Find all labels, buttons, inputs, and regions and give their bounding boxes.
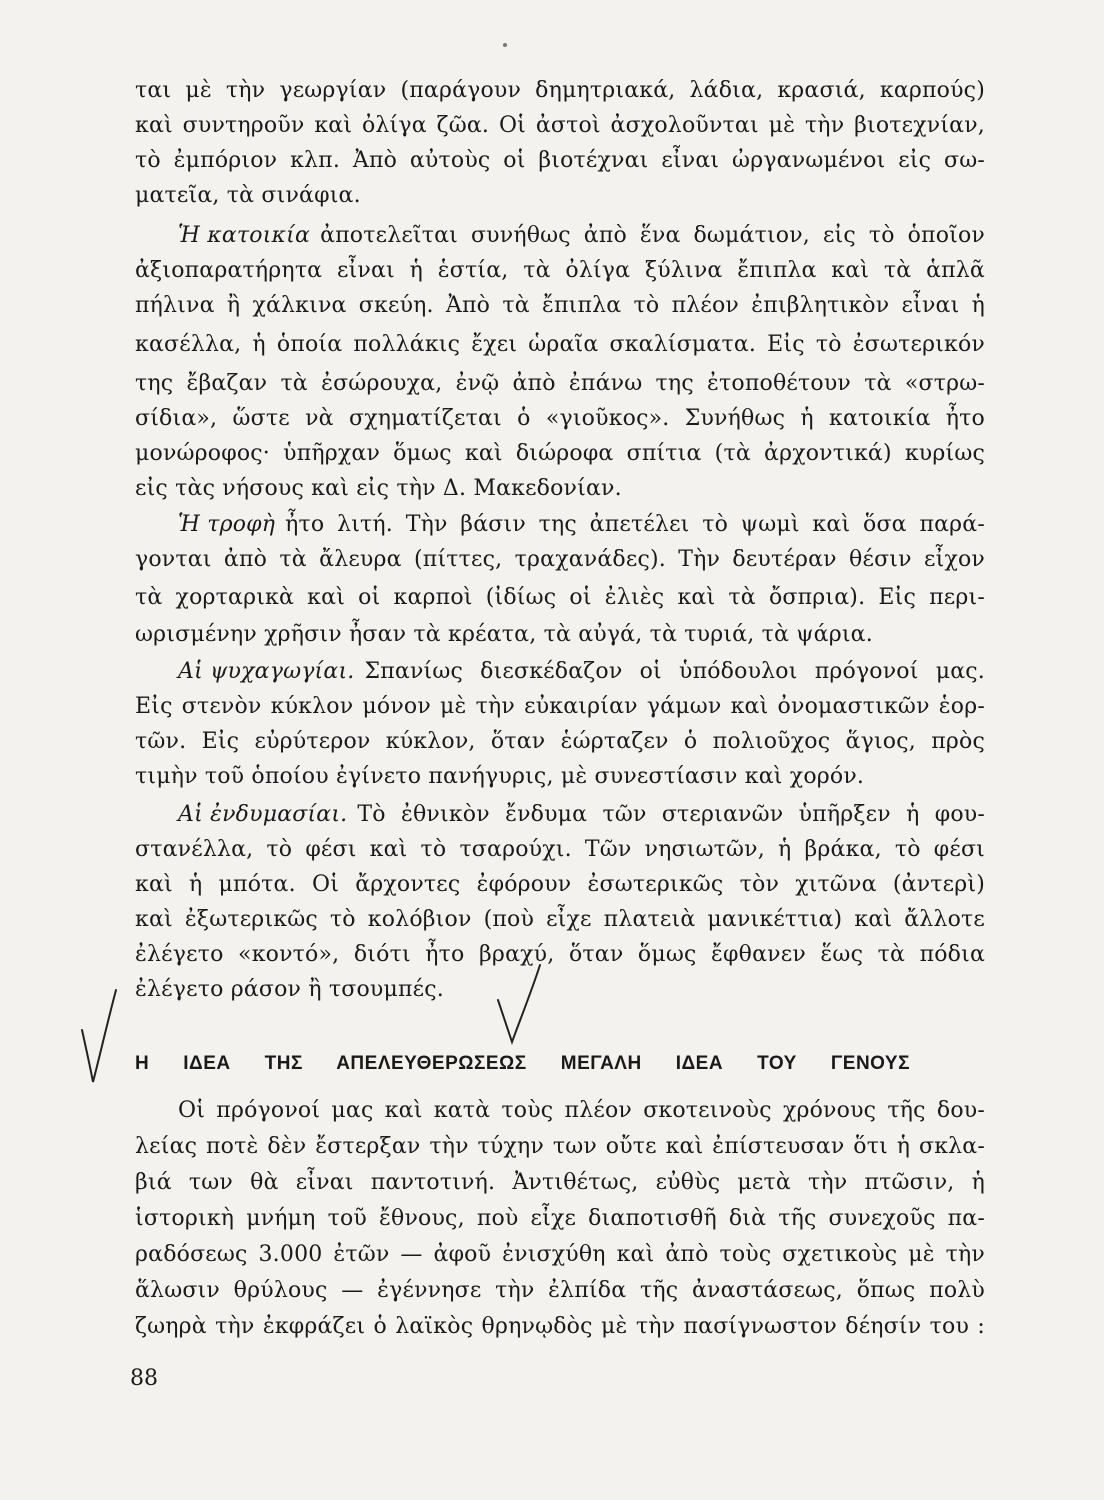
text-line: κασέλλα, ἡ ὁποία πολλάκις ἔχει ὡραῖα σκαλίσματα. Εἰς τὸ ἐσωτερικόν [135,332,985,357]
text-line: βιά των θὰ εἶναι παντοτινή. Ἀντιθέτως, εὐθὺς μετὰ τὴν πτῶσιν, ἡ [135,1170,985,1195]
check-mark-icon [498,965,540,1042]
text-line: ραδόσεως 3.000 ἐτῶν — ἀφοῦ ἐνισχύθη καὶ ἀπὸ τοὺς σχετικοὺς μὲ τὴν [135,1242,985,1267]
text-line: ἦτο λιτή. Τὴν βάσιν της ἀπετέλει τὸ ψωμὶ καὶ ὅσα παρά- [285,512,985,537]
text-line: μονώροφος· ὑπῆρχαν ὅμως καὶ διώροφα σπίτια (τὰ ἀρχοντικά) κυρίως [135,441,985,466]
text-line: Οἱ πρόγονοί μας καὶ κατὰ τοὺς πλέον σκοτεινοὺς χρόνους τῆς δου- [178,1098,985,1123]
text-line: ἐλέγετο ράσον ἢ τσουμπές. [135,977,444,1002]
text-line: τιμὴν τοῦ ὁποίου ἐγίνετο πανήγυρις, μὲ συνεστίασιν καὶ χορόν. [135,764,865,789]
text-line: καὶ ἡ μπότα. Οἱ ἄρχοντες ἐφόρουν ἐσωτερικῶς τὸν χιτῶνα (ἀντερὶ) [135,872,985,897]
text-line: ζωηρὰ τὴν ἐκφράζει ὁ λαϊκὸς θρηνῳδὸς μὲ τὴν πασίγνωστον δέησίν του : [135,1314,985,1339]
section-title-endymasiai: Αἱ ἐνδυμασίαι. [178,802,348,827]
text-line: Τὸ ἐθνικὸν ἔνδυμα τῶν στεριανῶν ὑπῆρξεν ἡ φου- [357,802,985,827]
text-line: καὶ συντηροῦν καὶ ὀλίγα ζῶα. Οἱ ἀστοὶ ἀσχολοῦνται μὲ τὴν βιοτεχνίαν, [135,113,985,138]
text-line: λείας ποτὲ δὲν ἔστερξαν τὴν τύχην των οὔτε καὶ ἐπίστευσαν ὅτι ἡ σκλα- [135,1134,985,1159]
check-mark-icon [82,990,116,1082]
section-heading: Η ΙΔΕΑ ΤΗΣ ΑΠΕΛΕΥΘΕΡΩΣΕΩΣ ΜΕΓΑΛΗ ΙΔΕΑ ΤΟΥ ΓΕΝΟΥΣ [135,1053,910,1074]
section-title-trofi: Ἡ τροφὴ [178,512,276,537]
text-line: της ἔβαζαν τὰ ἐσώρουχα, ἐνῷ ἀπὸ ἐπάνω της ἐτοποθέτουν τὰ «στρω- [135,371,985,396]
text-line: στανέλλα, τὸ φέσι καὶ τὸ τσαρούχι. Τῶν νησιωτῶν, ἡ βράκα, τὸ φέσι [135,837,985,862]
text-line: ἅλωσιν θρύλους — ἐγέννησε τὴν ἐλπίδα τῆς ἀναστάσεως, ὅπως πολὺ [135,1278,985,1303]
text-line: ἀξιοπαρατήρητα εἶναι ἡ ἑστία, τὰ ὀλίγα ξύλινα ἔπιπλα καὶ τὰ ἁπλᾶ [135,258,985,283]
section-title-katoikia: Ἡ κατοικία [178,223,311,248]
text-line: καὶ ἐξωτερικῶς τὸ κολόβιον (ποὺ εἶχε πλατειὰ μανικέττια) καὶ ἄλλοτε [135,907,985,932]
text-line: ἱστορικὴ μνήμη τοῦ ἔθνους, ποὺ εἶχε διαποτισθῆ διὰ τῆς συνεχοῦς πα- [135,1206,985,1231]
text-line: τῶν. Εἰς εὐρύτερον κύκλον, ὅταν ἑώρταζεν ὁ πολιοῦχος ἅγιος, πρὸς [135,729,985,754]
text-line: πήλινα ἢ χάλκινα σκεύη. Ἀπὸ τὰ ἔπιπλα τὸ πλέον ἐπιβλητικὸν εἶναι ἡ [135,293,985,318]
text-line: γονται ἀπὸ τὰ ἄλευρα (πίττες, τραχανάδες). Τὴν δευτέραν θέσιν εἶχον [135,547,985,572]
text-line: ωρισμένην χρῆσιν ἦσαν τὰ κρέατα, τὰ αὐγά, τὰ τυριά, τὰ ψάρια. [135,622,873,647]
text-line: Σπανίως διεσκέδαζον οἱ ὑπόδουλοι πρόγονοί μας. [364,659,985,684]
text-line: τὰ χορταρικὰ καὶ οἱ καρποὶ (ἰδίως οἱ ἐλιὲς καὶ τὰ ὄσπρια). Εἰς περι- [135,585,985,610]
page-number: 88 [130,1366,158,1391]
section-title-psychagogiai: Αἱ ψυχαγωγίαι. [178,659,355,684]
text-line: ἐλέγετο «κοντό», διότι ἦτο βραχύ, ὅταν ὅμως ἔφθανεν ἕως τὰ πόδια [135,942,985,967]
text-line: Εἰς στενὸν κύκλον μόνον μὲ τὴν εὐκαιρίαν γάμων καὶ ὀνομαστικῶν ἑορ- [135,694,985,719]
text-line: ἀποτελεῖται συνήθως ἀπὸ ἕνα δωμάτιον, εἰς τὸ ὁποῖον [320,223,985,248]
text-line: ται μὲ τὴν γεωργίαν (παράγουν δημητριακά, λάδια, κρασιά, καρπούς) [135,78,985,103]
text-line: εἰς τὰς νήσους καὶ εἰς τὴν Δ. Μακεδονίαν. [135,476,622,501]
text-line: σίδια», ὥστε νὰ σχηματίζεται ὁ «γιοῦκος». Συνήθως ἡ κατοικία ἦτο [135,406,985,431]
text-line: ματεῖα, τὰ σινάφια. [135,183,361,208]
text-line: τὸ ἐμπόριον κλπ. Ἀπὸ αὐτοὺς οἱ βιοτέχναι εἶναι ὠργανωμένοι εἰς σω- [135,148,985,173]
